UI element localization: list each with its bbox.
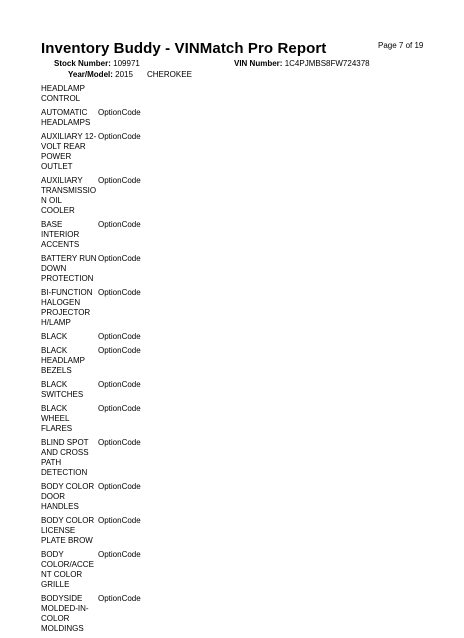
option-code: OptionCode: [98, 482, 141, 491]
option-row: [41, 220, 241, 250]
option-code: OptionCode: [98, 438, 141, 447]
option-name: BLACK HEADLAMP BEZELS: [41, 346, 86, 375]
option-code: OptionCode: [98, 346, 141, 355]
page-number: Page 7 of 19: [378, 41, 424, 50]
option-row: [41, 404, 241, 434]
option-code: OptionCode: [98, 594, 141, 603]
option-row: [41, 482, 241, 512]
option-name: AUTOMATIC HEADLAMPS: [41, 108, 91, 127]
option-code: OptionCode: [98, 332, 141, 341]
vin-number-label: VIN Number:: [234, 59, 283, 68]
option-name: BLACK: [41, 332, 68, 341]
option-code: OptionCode: [98, 288, 141, 297]
option-code: OptionCode: [98, 550, 141, 559]
option-row: [41, 176, 241, 216]
option-name: BI-FUNCTION HALOGEN PROJECTOR H/LAMP: [41, 288, 93, 327]
option-row: [41, 380, 241, 400]
option-name: AUXILIARY 12- VOLT REAR POWER OUTLET: [41, 132, 97, 171]
option-name: BODY COLOR LICENSE PLATE BROW: [41, 516, 95, 545]
option-code: OptionCode: [98, 254, 141, 263]
option-row: [41, 516, 241, 546]
year-model: [68, 70, 133, 79]
option-name: BLIND SPOT AND CROSS PATH DETECTION: [41, 438, 89, 477]
option-row: [41, 332, 241, 342]
vin-number-value: 1C4PJMBS8FW724378: [284, 59, 370, 68]
option-row: [41, 132, 241, 172]
option-row: [41, 594, 241, 634]
option-row: [41, 84, 241, 104]
option-code: OptionCode: [98, 108, 141, 117]
option-name: BLACK SWITCHES: [41, 380, 84, 399]
report-title: Inventory Buddy - VINMatch Pro Report: [41, 40, 327, 57]
model-value: CHEROKEE: [147, 70, 192, 79]
option-code: OptionCode: [98, 132, 141, 141]
stock-number-value: 109971: [113, 59, 140, 68]
option-code: OptionCode: [98, 176, 141, 185]
option-name: BATTERY RUN DOWN PROTECTION: [41, 254, 97, 283]
option-code: OptionCode: [98, 404, 141, 413]
option-row: [41, 254, 241, 284]
year-value: 2015: [115, 70, 133, 79]
year-model-label: Year/Model:: [68, 70, 113, 79]
option-row: [41, 346, 241, 376]
option-name: BODY COLOR DOOR HANDLES: [41, 482, 95, 511]
option-code: [97, 84, 98, 104]
option-name: BLACK WHEEL FLARES: [41, 404, 73, 433]
option-list: [41, 84, 241, 638]
option-code: OptionCode: [98, 380, 141, 389]
option-code: OptionCode: [98, 220, 141, 229]
option-name: AUXILIARY TRANSMISSIO N OIL COOLER: [41, 176, 97, 215]
option-name: HEADLAMP CONTROL: [41, 84, 86, 103]
vin-number: [234, 59, 370, 68]
option-name: BODYSIDE MOLDED-IN- COLOR MOLDINGS: [41, 594, 89, 633]
option-name: BODY COLOR/ACCE NT COLOR GRILLE: [41, 550, 94, 589]
option-row: [41, 288, 241, 328]
option-code: OptionCode: [98, 516, 141, 525]
option-row: [41, 550, 241, 590]
stock-number: [54, 59, 140, 68]
option-row: [41, 108, 241, 128]
option-row: [41, 438, 241, 478]
stock-number-label: Stock Number:: [54, 59, 111, 68]
option-name: BASE INTERIOR ACCENTS: [41, 220, 80, 249]
